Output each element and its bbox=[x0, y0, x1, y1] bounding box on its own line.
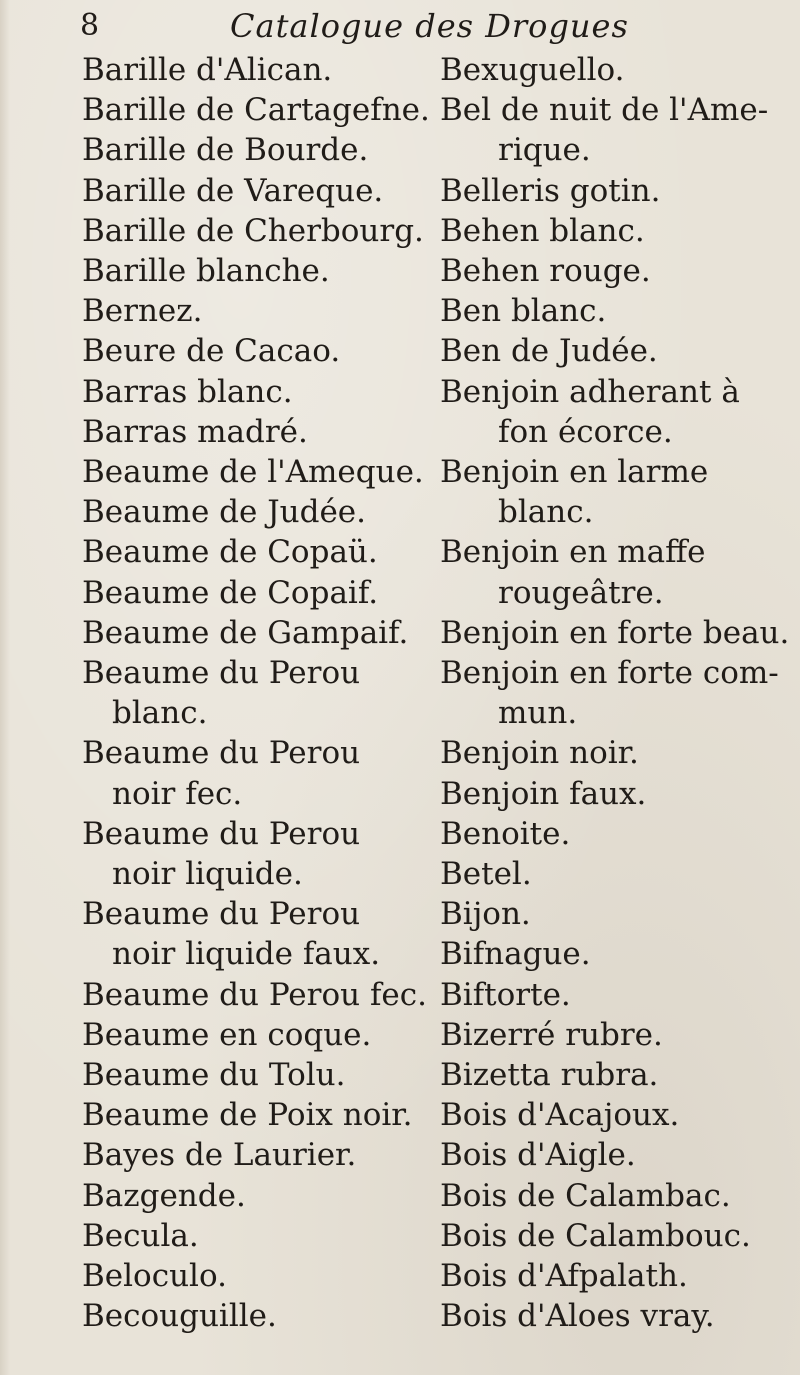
catalogue-entry: Beaume du Perou fec. bbox=[82, 976, 427, 1013]
catalogue-entry: Beaume en coque. bbox=[82, 1016, 372, 1053]
catalogue-entry: Biftorte. bbox=[440, 976, 571, 1013]
catalogue-entry: Benjoin en forte beau. bbox=[440, 614, 790, 651]
catalogue-entry: Benjoin en maffe bbox=[440, 534, 706, 571]
catalogue-entry: Bois d'Afpalath. bbox=[440, 1258, 688, 1294]
catalogue-entry: Bifnague. bbox=[440, 936, 591, 973]
catalogue-entry: Beaume de Judée. bbox=[82, 494, 366, 531]
catalogue-entry: Bois d'Acajoux. bbox=[440, 1097, 680, 1134]
catalogue-entry: Bayes de Laurier. bbox=[82, 1137, 357, 1174]
catalogue-entry: Beloculo. bbox=[82, 1258, 227, 1294]
catalogue-entry: Beaume du Perou bbox=[82, 815, 361, 852]
catalogue-entry: Barille de Bourde. bbox=[82, 132, 369, 169]
catalogue-entry: Beaume du Perou bbox=[82, 735, 361, 772]
catalogue-entry: Barille de Cherbourg. bbox=[82, 212, 424, 249]
catalogue-entry: Beaume de Poix noir. bbox=[82, 1097, 413, 1134]
catalogue-entry: noir liquide faux. bbox=[112, 936, 381, 973]
catalogue-entry: Beaume du Tolu. bbox=[82, 1057, 346, 1093]
catalogue-entry: Bernez. bbox=[82, 293, 203, 330]
catalogue-entry: Benjoin adherant à bbox=[440, 373, 740, 410]
catalogue-entry: Barille de Cartagefne. bbox=[82, 92, 430, 129]
catalogue-entry: Beaume de Copaü. bbox=[82, 534, 378, 571]
catalogue-entry: mun. bbox=[498, 695, 578, 732]
catalogue-entry: Beaume de Gampaif. bbox=[82, 614, 409, 651]
catalogue-entry: Bel de nuit de l'Ame- bbox=[440, 92, 769, 129]
catalogue-entry: Bizerré rubre. bbox=[440, 1016, 663, 1053]
page-edge bbox=[0, 0, 10, 1375]
catalogue-entry: Benjoin noir. bbox=[440, 735, 639, 772]
page-number: 8 bbox=[80, 8, 100, 43]
catalogue-entry: rique. bbox=[498, 132, 591, 169]
catalogue-entry: Behen rouge. bbox=[440, 253, 651, 289]
catalogue-entry: fon écorce. bbox=[498, 413, 673, 450]
catalogue-entry: Bazgende. bbox=[82, 1177, 246, 1214]
catalogue-entry: Benoite. bbox=[440, 815, 571, 852]
catalogue-entry: Barras madré. bbox=[82, 413, 308, 450]
catalogue-entry: Benjoin en forte com- bbox=[440, 655, 779, 691]
catalogue-entry: Betel. bbox=[440, 856, 532, 892]
catalogue-entry: noir liquide. bbox=[112, 856, 303, 892]
catalogue-entry: noir fec. bbox=[112, 775, 243, 812]
catalogue-entry: Beaume du Perou bbox=[82, 655, 361, 691]
catalogue-entry: Bizetta rubra. bbox=[440, 1057, 659, 1093]
catalogue-entry: Ben blanc. bbox=[440, 293, 607, 330]
catalogue-entry: Belleris gotin. bbox=[440, 172, 661, 209]
catalogue-entry: Bois de Calambac. bbox=[440, 1177, 731, 1214]
catalogue-entry: Bois d'Aigle. bbox=[440, 1137, 636, 1174]
catalogue-entry: Beaume de l'Ameque. bbox=[82, 454, 424, 490]
catalogue-entry: Becouguille. bbox=[82, 1298, 277, 1335]
catalogue-entry: Benjoin en larme bbox=[440, 454, 709, 490]
catalogue-entry: rougeâtre. bbox=[498, 574, 664, 611]
catalogue-entry: Barille blanche. bbox=[82, 253, 330, 289]
catalogue-entry: Beaume du Perou bbox=[82, 896, 361, 933]
catalogue-entry: Bois de Calambouc. bbox=[440, 1217, 751, 1254]
running-title: Catalogue des Drogues bbox=[230, 7, 629, 45]
page-header bbox=[80, 2, 640, 48]
catalogue-entry: Beaume de Copaif. bbox=[82, 574, 379, 611]
catalogue-entry: Behen blanc. bbox=[440, 212, 645, 249]
catalogue-entry: Beure de Cacao. bbox=[82, 333, 341, 370]
catalogue-entry: Benjoin faux. bbox=[440, 775, 647, 812]
catalogue-entry: Barras blanc. bbox=[82, 373, 293, 410]
catalogue-entry: Bexuguello. bbox=[440, 52, 625, 88]
catalogue-entry: blanc. bbox=[112, 695, 208, 732]
catalogue-entry: Becula. bbox=[82, 1217, 199, 1254]
catalogue-entry: Bijon. bbox=[440, 896, 531, 933]
catalogue-entry: Ben de Judée. bbox=[440, 333, 658, 370]
catalogue-entry: Barille de Vareque. bbox=[82, 172, 384, 209]
catalogue-entry: blanc. bbox=[498, 494, 594, 531]
catalogue-entry: Barille d'Alican. bbox=[82, 52, 333, 88]
catalogue-entry: Bois d'Aloes vray. bbox=[440, 1298, 715, 1335]
